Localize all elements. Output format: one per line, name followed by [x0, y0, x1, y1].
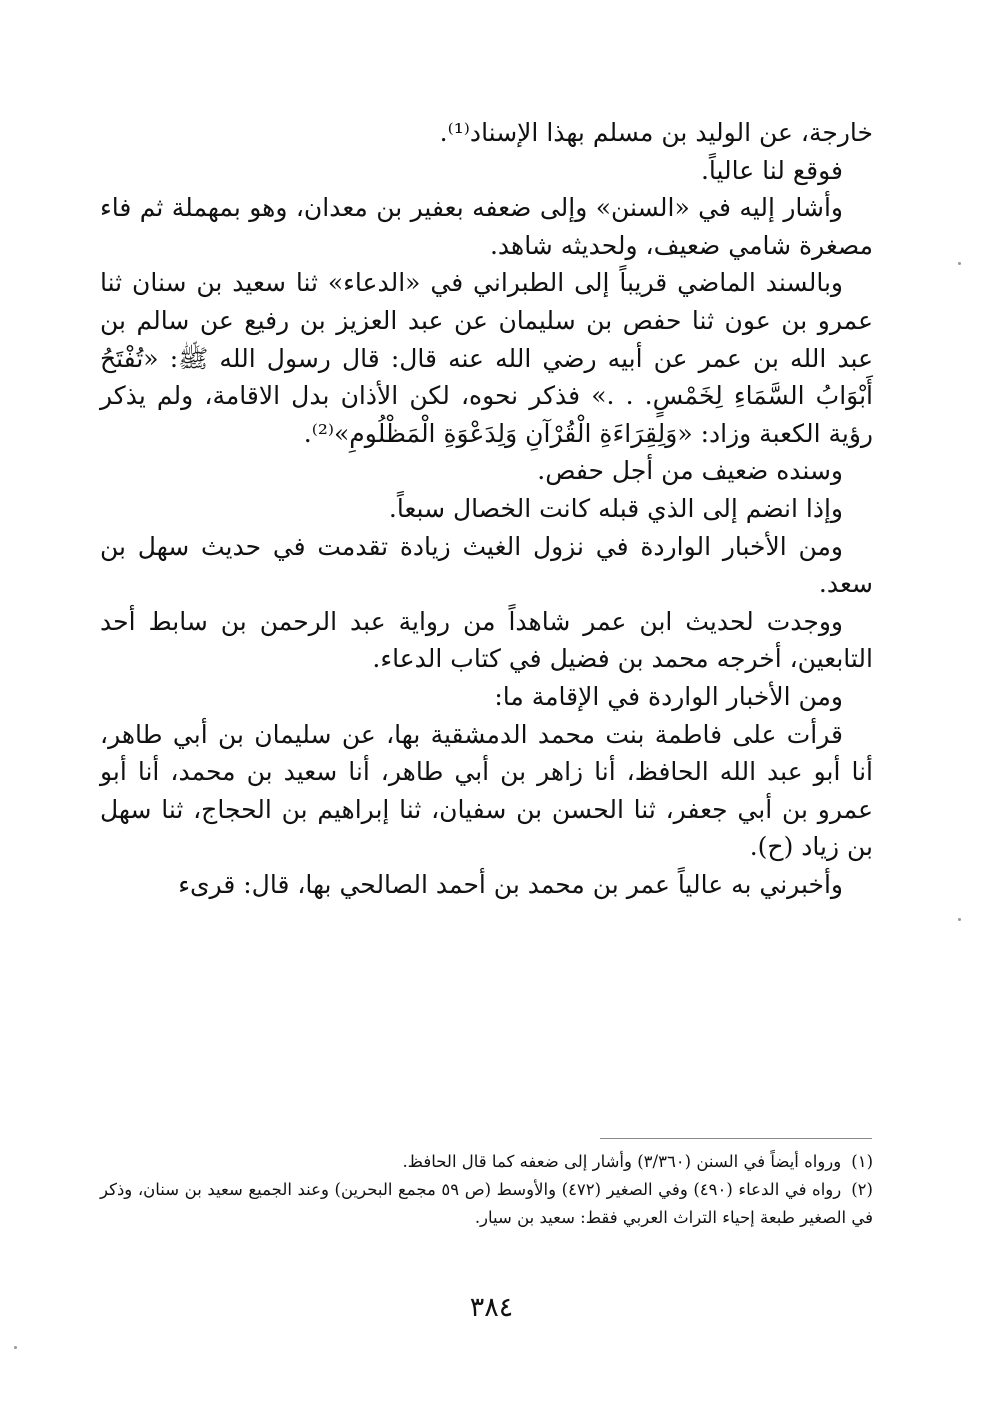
- paragraph: فوقع لنا عالياً.: [700, 155, 843, 185]
- footnote-text: رواه في الدعاء (٤٩٠) وفي الصغير (٤٧٢) والأوسط (ص ٥٩ مجمع البحرين) وعند الجميع سعيد بن سنان، وذكر في الصغير طبعة إحياء التراث العربي فقط: سعيد بن سيار.: [100, 1180, 873, 1227]
- footnote-number: (٢): [851, 1180, 873, 1199]
- paragraph: قرأت على فاطمة بنت محمد الدمشقية بها، عن سليمان بن أبي طاهر، أنا أبو عبد الله الحافظ، أنا زاهر بن أبي طاهر، أنا سعيد بن محمد، أنا أبو عمرو بن أبي جعفر، ثنا الحسن بن سفيان، ثنا إبراهيم بن الحجاج، ثنا سهل بن زياد (ح).: [100, 719, 873, 862]
- page-number: ٣٨٤: [469, 1292, 514, 1323]
- footnote-text: ورواه أيضاً في السنن (٣/٣٦٠) وأشار إلى ضعفه كما قال الحافظ.: [402, 1152, 842, 1171]
- main-text: [100, 114, 873, 903]
- scan-speck: [958, 918, 961, 921]
- paragraph: ومن الأخبار الواردة في نزول الغيث زيادة تقدمت في حديث سهل بن سعد.: [100, 531, 873, 599]
- scan-speck: [958, 262, 961, 265]
- paragraph: وإذا انضم إلى الذي قبله كانت الخصال سبعاً.: [388, 493, 843, 523]
- paragraph: وأخبرني به عالياً عمر بن محمد بن أحمد الصالحي بها، قال: قرىء: [178, 869, 843, 899]
- scan-speck: [14, 1346, 17, 1349]
- footnote-1: [100, 1148, 873, 1176]
- paragraph: خارجة، عن الوليد بن مسلم بهذا الإسناد⁽¹⁾.: [439, 118, 873, 147]
- paragraph: ووجدت لحديث ابن عمر شاهداً من رواية عبد الرحمن بن سابط أحد التابعين، أخرجه محمد بن فضيل في كتاب الدعاء.: [100, 606, 873, 674]
- footnotes: [100, 1148, 873, 1232]
- footnote-2: [100, 1176, 873, 1232]
- paragraph: وبالسند الماضي قريباً إلى الطبراني في «الدعاء» ثنا سعيد بن سنان ثنا عمرو بن عون ثنا حفص بن سليمان عن عبد العزيز بن رفيع عن سالم بن عبد الله بن عمر عن أبيه رضي الله عنه قال: قال رسول الله ﷺ: «تُفْتَحُ أَبْوَابُ السَّمَاءِ لِخَمْسٍ. . .» فذكر نحوه، لكن الأذان بدل الاقامة، ولم يذكر رؤية الكعبة وزاد: «وَلِقِرَاءَةِ الْقُرْآنِ وَلِدَعْوَةِ الْمَظْلُومِ»⁽²⁾.: [100, 268, 873, 448]
- paragraph: ومن الأخبار الواردة في الإقامة ما:: [494, 681, 843, 711]
- footnote-number: (١): [851, 1152, 873, 1171]
- paragraph: وأشار إليه في «السنن» وإلى ضعفه بعفير بن معدان، وهو بمهملة ثم فاء مصغرة شامي ضعيف، ولحديثه شاهد.: [100, 193, 873, 260]
- paragraph: وسنده ضعيف من أجل حفص.: [537, 456, 843, 486]
- footnote-divider: [600, 1138, 872, 1139]
